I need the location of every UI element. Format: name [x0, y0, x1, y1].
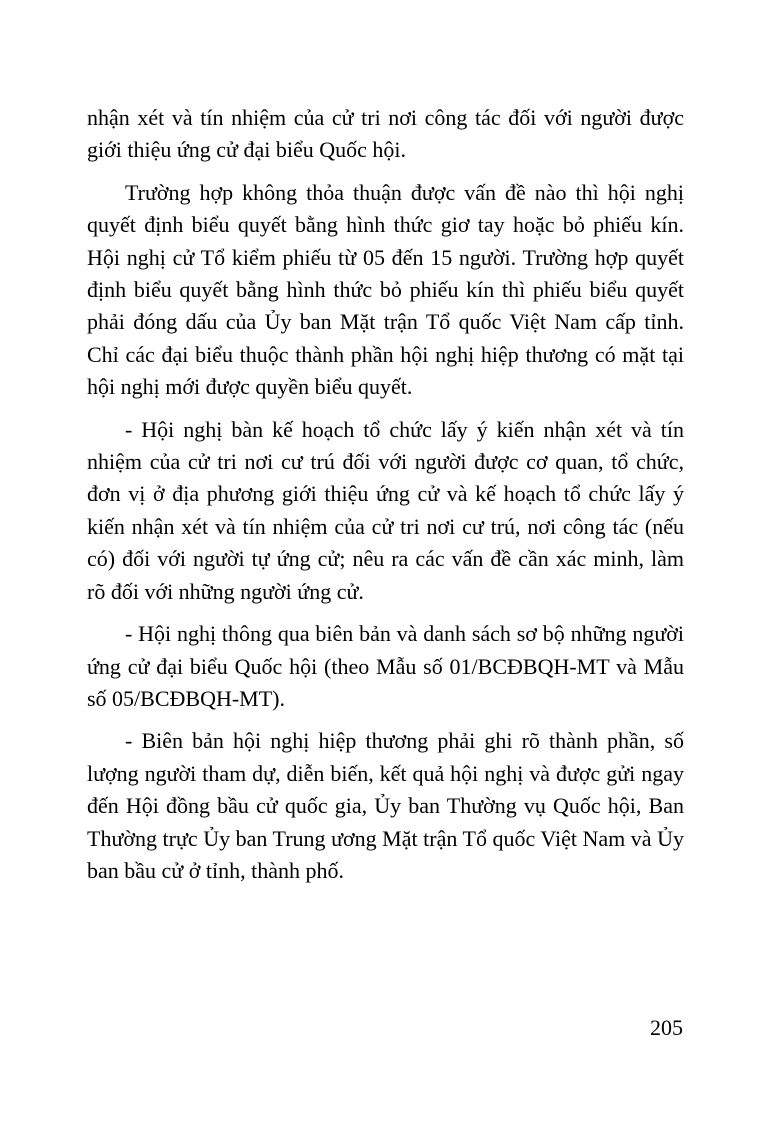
paragraph: - Biên bản hội nghị hiệp thương phải ghi rõ thành phần, số lượng người tham dự, diễn biến, kết quả hội nghị và được gửi ngay đến Hội đồng bầu cử quốc gia, Ủy ban Thường vụ Quốc hội, Ban Thường trực Ủy ban Trung ương Mặt trận Tổ quốc Việt Nam và Ủy ban bầu cử ở tỉnh, thành phố.	[87, 728, 684, 883]
page-number: 205	[650, 1015, 683, 1040]
paragraph: nhận xét và tín nhiệm của cử tri nơi công tác đối với người được giới thiệu ứng cử đại biểu Quốc hội.	[87, 105, 684, 163]
text-block	[87, 102, 684, 897]
paragraph: - Hội nghị bàn kế hoạch tổ chức lấy ý kiến nhận xét và tín nhiệm của cử tri nơi cư trú đối với người được cơ quan, tổ chức, đơn vị ở địa phương giới thiệu ứng cử và kế hoạch tổ chức lấy ý kiến nhận xét và tín nhiệm của cử tri nơi cư trú, nơi công tác (nếu có) đối với người tự ứng cử; nêu ra các vấn đề cần xác minh, làm rõ đối với những người ứng cử.	[87, 416, 684, 604]
paragraph: Trường hợp không thỏa thuận được vấn đề nào thì hội nghị quyết định biểu quyết bằng hình thức giơ tay hoặc bỏ phiếu kín. Hội nghị cử Tổ kiểm phiếu từ 05 đến 15 người. Trường hợp quyết định biểu quyết bằng hình thức bỏ phiếu kín thì phiếu biểu quyết phải đóng dấu của Ủy ban Mặt trận Tổ quốc Việt Nam cấp tỉnh. Chỉ các đại biểu thuộc thành phần hội nghị hiệp thương có mặt tại hội nghị mới được quyền biểu quyết.	[87, 179, 684, 400]
paragraph: - Hội nghị thông qua biên bản và danh sách sơ bộ những người ứng cử đại biểu Quốc hội (theo Mẫu số 01/BCĐBQH-MT và Mẫu số 05/BCĐBQH-MT).	[87, 621, 684, 711]
